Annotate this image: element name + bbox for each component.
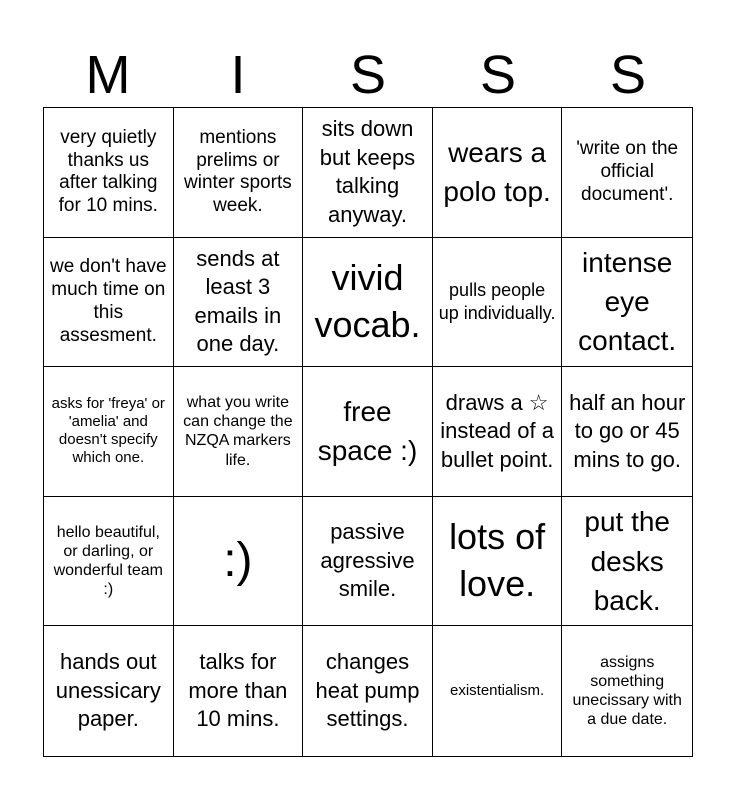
cell-text: vivid vocab.: [314, 257, 421, 345]
bingo-cell[interactable]: [44, 238, 174, 368]
cell-text: asks for 'freya' or 'amelia' and doesn't specify which one.: [51, 395, 165, 467]
bingo-cell[interactable]: [174, 497, 304, 627]
bingo-cell[interactable]: [44, 367, 174, 497]
cell-text: sits down but keeps talking anyway.: [319, 116, 416, 227]
bingo-grid: [43, 107, 693, 757]
header-letter-s: S: [349, 45, 387, 105]
cell-text: we don't have much time on this assesment.: [49, 256, 167, 346]
bingo-cell[interactable]: [44, 626, 174, 756]
cell-text: changes heat pump settings.: [315, 649, 420, 732]
bingo-cell[interactable]: [174, 626, 304, 756]
cell-text: assigns something unecissary with a due date.: [572, 653, 682, 729]
cell-text: talks for more than 10 mins.: [188, 649, 288, 732]
cell-text: draws a ☆ instead of a bullet point.: [440, 389, 554, 472]
cell-text: very quietly thanks us after talking for 10 mins.: [58, 126, 158, 217]
cell-text: hello beautiful, or darling, or wonderful team :): [53, 523, 163, 599]
bingo-cell[interactable]: [303, 497, 433, 627]
cell-text: lots of love.: [449, 516, 546, 605]
bingo-cell[interactable]: [174, 367, 304, 497]
bingo-cell[interactable]: [433, 238, 563, 368]
bingo-cell[interactable]: [303, 108, 433, 238]
bingo-cell[interactable]: [303, 238, 433, 368]
bingo-cell[interactable]: [303, 626, 433, 756]
cell-text: mentions prelims or winter sports week.: [184, 126, 292, 217]
cell-text: put the desks back.: [584, 506, 671, 616]
cell-text: what you write can change the NZQA markers life.: [183, 394, 293, 469]
bingo-cell[interactable]: [433, 626, 563, 756]
bingo-cell[interactable]: [44, 108, 174, 238]
bingo-cell[interactable]: [562, 626, 692, 756]
cell-text: half an hour to go or 45 mins to go.: [569, 389, 686, 472]
cell-text: :): [223, 534, 253, 588]
free-space-cell[interactable]: [303, 367, 433, 497]
bingo-cell[interactable]: [44, 497, 174, 627]
header-letter-i: I: [230, 45, 246, 105]
header-letter-s: S: [479, 45, 517, 105]
header-letter-s: S: [609, 45, 647, 105]
cell-text: pulls people up individually.: [438, 280, 556, 323]
cell-text: free space :): [317, 396, 418, 467]
bingo-cell[interactable]: [562, 108, 692, 238]
bingo-cell[interactable]: [433, 108, 563, 238]
bingo-cell[interactable]: [174, 108, 304, 238]
cell-text: existentialism.: [449, 682, 545, 700]
bingo-cell[interactable]: [174, 238, 304, 368]
bingo-cell[interactable]: [562, 238, 692, 368]
cell-text: 'write on the official document'.: [576, 138, 679, 205]
header-letter-m: M: [85, 45, 131, 105]
bingo-header: [43, 42, 693, 108]
cell-text: hands out unessicary paper.: [55, 649, 161, 732]
bingo-cell[interactable]: [433, 367, 563, 497]
cell-text: wears a polo top.: [443, 137, 551, 208]
cell-text: passive agressive smile.: [320, 519, 415, 602]
cell-text: intense eye contact.: [578, 247, 677, 357]
bingo-cell[interactable]: [433, 497, 563, 627]
bingo-cell[interactable]: [562, 367, 692, 497]
bingo-cell[interactable]: [562, 497, 692, 627]
cell-text: sends at least 3 emails in one day.: [194, 245, 282, 357]
